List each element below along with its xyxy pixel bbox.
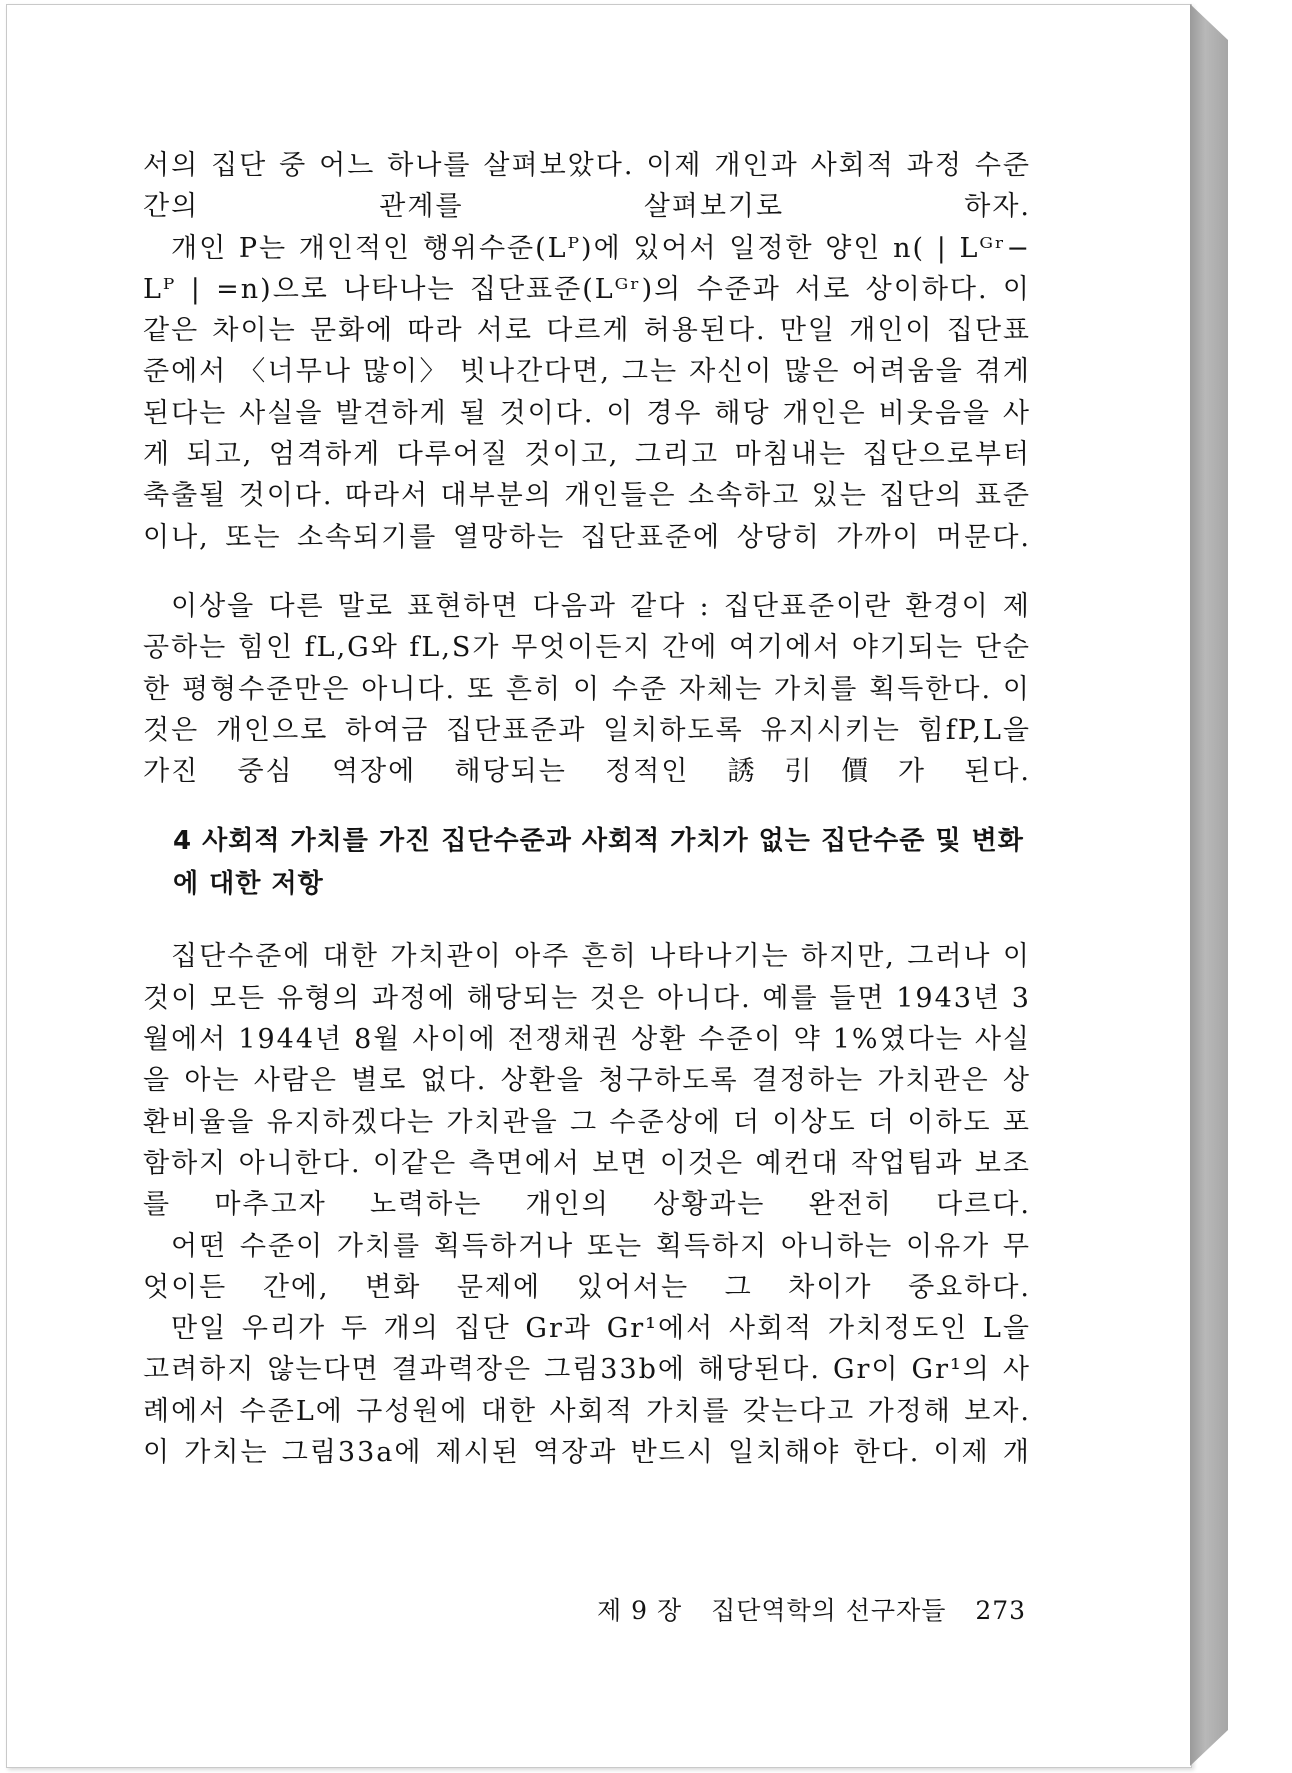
book-spine (1190, 4, 1228, 1766)
page-content (143, 145, 1031, 1473)
paragraph-group-standard: 이상을 다른 말로 표현하면 다음과 같다 : 집단표준이란 환경이 제공하는 힘인 fL,G와 fL,S가 무엇이든지 간에 여기에서 야기되는 단순한 평형수준만은 아니다. 또 흔히 이 수준 자체는 가치를 획득한다. 이것은 개인으로 하여금 집단표준과 일치하도록 유지시키는 힘fP,L을 가진 중심 역장에 해당되는 정적인 誘引價가 된다. (143, 590, 1031, 788)
page-number: 273 (975, 1596, 1027, 1625)
page-footer (597, 1591, 1046, 1627)
paragraph-continued: 서의 집단 중 어느 하나를 살펴보았다. 이제 개인과 사회적 과정 수준 간의 관계를 살펴보기로 하자. (143, 150, 1031, 223)
chapter-number: 제 9 장 (597, 1596, 683, 1625)
book-page (6, 4, 1192, 1768)
paragraph-individual-standard: 개인 P는 개인적인 행위수준(Lᴾ)에 있어서 일정한 양인 n( | Lᴳʳ− Lᴾ | =n)으로 나타나는 집단표준(Lᴳʳ)의 수준과 서로 상이하다. 이 같은 차이는 문화에 따라 서로 다르게 허용된다. 만일 개인이 집단표준에서 〈너무나 많이〉 빗나간다면, 그는 자신이 많은 어려움을 겪게 된다는 사실을 발견하게 될 것이다. 이 경우 해당 개인은 비웃음을 사게 되고, 엄격하게 다루어질 것이고, 그리고 마침내는 집단으로부터 축출될 것이다. 따라서 대부분의 개인들은 소속하고 있는 집단의 표준이나, 또는 소속되기를 열망하는 집단표준에 상당히 가까이 머문다. (143, 232, 1031, 553)
section-heading: 4 사회적 가치를 가진 집단수준과 사회적 가치가 없는 집단수준 및 변화에 대한 저항 (173, 826, 1024, 900)
paragraph-force-field: 만일 우리가 두 개의 집단 Gr과 Gr¹에서 사회적 가치정도인 L을 고려하지 않는다면 결과력장은 그림33b에 해당된다. Gr이 Gr¹의 사례에서 수준L에 구성원에 대한 사회적 가치를 갖는다고 가정해 보자. 이 가치는 그림33a에 제시된 역장과 반드시 일치해야 한다. 이제 개 (143, 1313, 1031, 1469)
chapter-title: 집단역학의 선구자들 (711, 1596, 947, 1625)
paragraph-value-levels: 집단수준에 대한 가치관이 아주 흔히 나타나기는 하지만, 그러나 이것이 모든 유형의 과정에 해당되는 것은 아니다. 예를 들면 1943년 3월에서 1944년 8월 사이에 전쟁채권 상환 수준이 약 1%였다는 사실을 아는 사람은 별로 없다. 상환을 청구하도록 결정하는 가치관은 상환비율을 유지하겠다는 가치관을 그 수준상에 더 이상도 더 이하도 포함하지 아니한다. 이같은 측면에서 보면 이것은 예컨대 작업팀과 보조를 마추고자 노력하는 개인의 상황과는 완전히 다르다. (143, 941, 1031, 1221)
paragraph-change-problem: 어떤 수준이 가치를 획득하거나 또는 획득하지 아니하는 이유가 무엇이든 간에, 변화 문제에 있어서는 그 차이가 중요하다. (143, 1230, 1031, 1303)
